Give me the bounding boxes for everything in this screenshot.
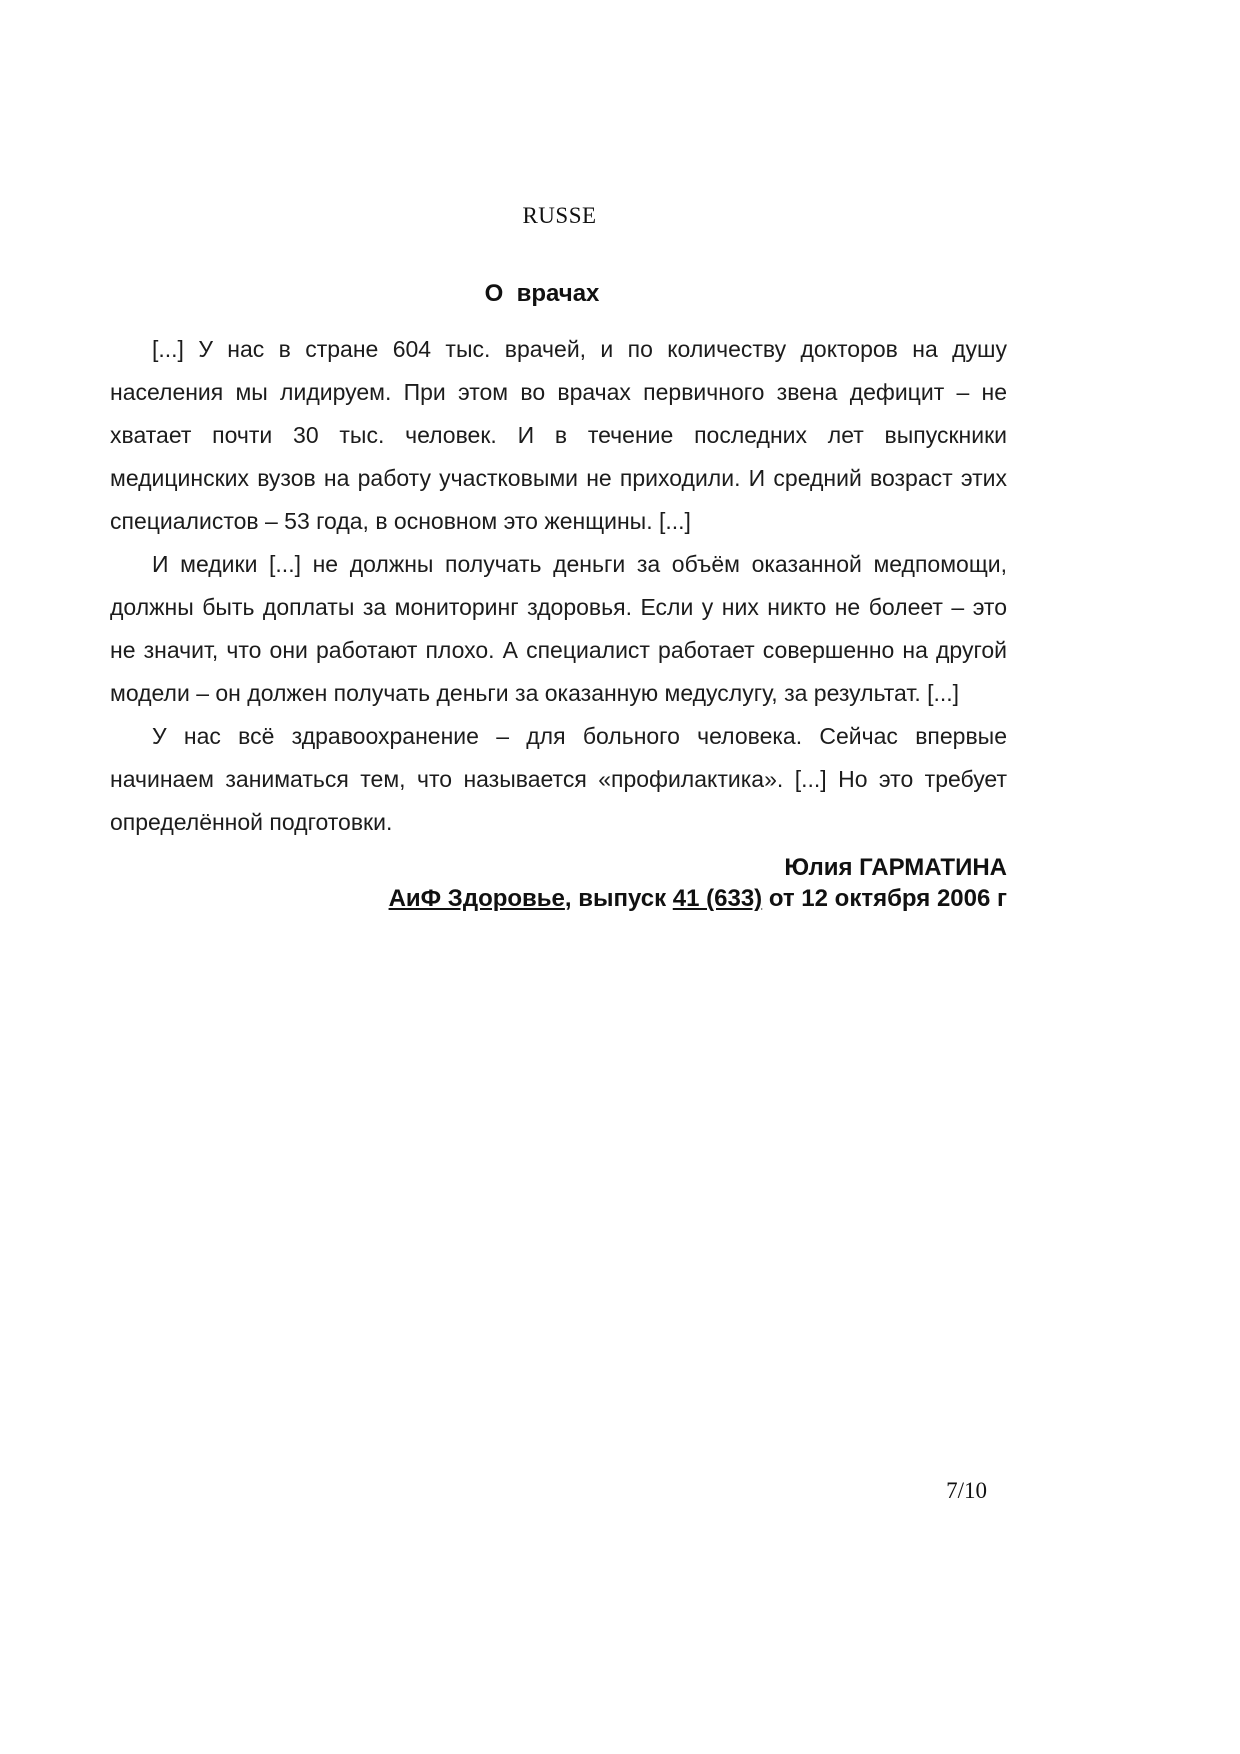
paragraph-1: [...] У нас в стране 604 тыс. врачей, и по количеству докторов на душу населения мы лидируем. При этом во врачах первичного звена дефицит – не хватает почти 30 тыс. человек. И в течение последних лет выпускники медицинских вузов на работу участковыми не приходили. И средний возраст этих специалистов – 53 года, в основном это женщины. [...] xyxy=(110,336,1007,534)
article-body xyxy=(110,328,1007,844)
attribution-block xyxy=(110,852,1007,914)
page-title: О врачах xyxy=(484,280,600,307)
page-number: 7/10 xyxy=(946,1478,987,1503)
issue-suffix: от 12 октября 2006 г xyxy=(762,885,1007,912)
issue-number: 41 (633) xyxy=(672,885,763,912)
issue-prefix: , выпуск xyxy=(564,885,673,912)
attribution-source-line xyxy=(110,883,1007,914)
paragraph-2: И медики [...] не должны получать деньги за объём оказанной медпомощи, должны быть доплаты за мониторинг здоровья. Если у них никто не болеет – это не значит, что они работают плохо. А специалист работает совершенно на другой модели – он должен получать деньги за оказанную медуслугу, за результат. [...] xyxy=(110,551,1007,706)
paragraph-3: У нас всё здравоохранение – для больного человека. Сейчас впервые начинаем заниматься тем, что называется «профилактика». [...] Но это требует определённой подготовки. xyxy=(110,723,1007,835)
source-name: АиФ Здоровье xyxy=(388,885,565,912)
attribution-author: Юлия ГАРМАТИНА xyxy=(784,854,1007,881)
document-header: RUSSE xyxy=(522,203,597,228)
